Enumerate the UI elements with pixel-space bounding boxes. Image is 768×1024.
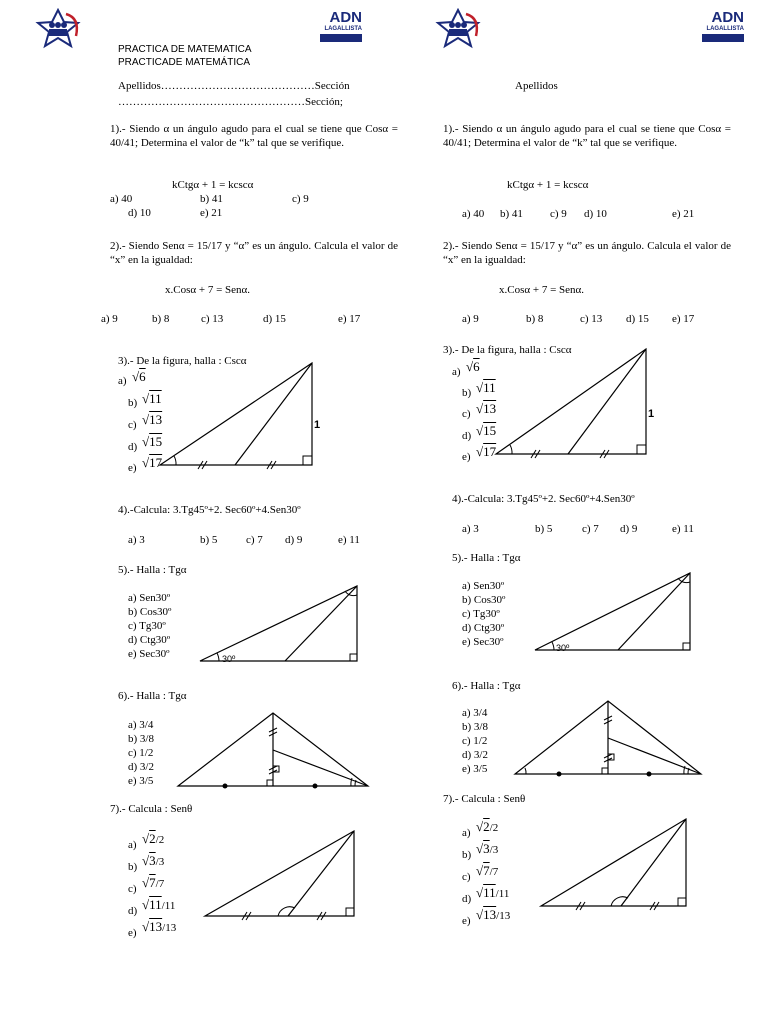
name-field-left[interactable]: Apellidos……………………………………Sección (118, 80, 350, 92)
q3-option-c-left[interactable]: c) (128, 419, 137, 431)
q2-formula-right: x.Cosα + 7 = Senα. (499, 284, 585, 296)
name-field-left-2[interactable]: ……………………………………………Sección; (118, 96, 343, 108)
q1-formula-right: kCtgα + 1 = kcscα (507, 179, 589, 191)
q7-option-d-right[interactable]: d) (462, 893, 472, 905)
q7-option-e-left[interactable]: e) (128, 927, 137, 939)
q5-text-right: 5).- Halla : Tgα (452, 552, 521, 564)
q7-option-c-left[interactable]: c) (128, 883, 137, 895)
q2-option-b-right[interactable]: b) 8 (526, 313, 544, 325)
q4-option-c-left[interactable]: c) 7 (246, 534, 263, 546)
adn-logo-text: ADN (711, 9, 744, 26)
q2-option-d-right[interactable]: d) 15 (626, 313, 649, 325)
q2-text-left: 2).- Siendo Senα = 15/17 y “α” es un ángulo. Calcula el valor de “x” en la igualdad: (110, 240, 398, 266)
q3-root-e-right: √17 (476, 444, 497, 459)
q5-text-left: 5).- Halla : Tgα (118, 564, 187, 576)
q5-angle-label-left: 30º (222, 654, 236, 664)
school-logo-right (432, 8, 484, 50)
q7-figure-left (200, 828, 360, 920)
q5-option-b-right[interactable]: b) Cos30º (462, 594, 506, 606)
q3-text-left: 3).- De la figura, halla : Cscα (118, 355, 247, 367)
q4-option-a-left[interactable]: a) 3 (128, 534, 145, 546)
school-logo-left (32, 8, 84, 50)
q6-option-b-left[interactable]: b) 3/8 (128, 733, 154, 745)
q4-option-d-right[interactable]: d) 9 (620, 523, 638, 535)
q3-root-b-right: √11 (476, 380, 496, 395)
q5-option-a-right[interactable]: a) Sen30º (462, 580, 505, 592)
q5-figure-right (530, 570, 695, 654)
q7-option-b-left[interactable]: b) (128, 861, 138, 873)
adn-logo-sub: LAGALLISTA (324, 26, 362, 32)
q7-root-a-right: √2/2 (476, 819, 499, 834)
q7-option-e-right[interactable]: e) (462, 915, 471, 927)
q7-root-c-right: √7/7 (476, 863, 499, 878)
q3-option-b-left[interactable]: b) (128, 397, 138, 409)
q1-option-b-right[interactable]: b) 41 (500, 208, 523, 220)
q3-root-d-left: √15 (142, 434, 163, 449)
adn-logo-text: ADN (329, 9, 362, 26)
q7-root-b-right: √3/3 (476, 841, 499, 856)
q3-root-d-right: √15 (476, 423, 497, 438)
q6-option-d-left[interactable]: d) 3/2 (128, 761, 154, 773)
q3-figure-left (150, 355, 320, 470)
q7-option-a-left[interactable]: a) (128, 839, 137, 851)
q6-option-e-right[interactable]: e) 3/5 (462, 763, 488, 775)
q6-option-b-right[interactable]: b) 3/8 (462, 721, 488, 733)
q3-option-b-right[interactable]: b) (462, 387, 472, 399)
q5-option-d-left[interactable]: d) Ctg30º (128, 634, 171, 646)
q7-text-left: 7).- Calcula : Senθ (110, 803, 193, 815)
q7-figure-right (536, 816, 692, 910)
q3-root-a-right: √6 (466, 359, 480, 374)
q7-option-b-right[interactable]: b) (462, 849, 472, 861)
q5-angle-label-right: 30º (556, 643, 570, 653)
q4-option-a-right[interactable]: a) 3 (462, 523, 479, 535)
q5-option-e-right[interactable]: e) Sec30º (462, 636, 504, 648)
q6-figure-left (175, 710, 371, 790)
q7-root-a-left: √2/2 (142, 831, 165, 846)
q7-root-e-right: √13/13 (476, 907, 511, 922)
q6-option-a-left[interactable]: a) 3/4 (128, 719, 154, 731)
q1-option-b-left[interactable]: b) 41 (200, 193, 223, 205)
q7-text-right: 7).- Calcula : Senθ (443, 793, 526, 805)
adn-logo-right (702, 10, 744, 48)
q3-option-a-right[interactable]: a) (452, 366, 461, 378)
q7-option-d-left[interactable]: d) (128, 905, 138, 917)
q7-root-b-left: √3/3 (142, 853, 165, 868)
q7-root-d-right: √11/11 (476, 885, 510, 900)
q7-root-d-left: √11/11 (142, 897, 176, 912)
q6-option-c-left[interactable]: c) 1/2 (128, 747, 154, 759)
q5-option-c-right[interactable]: c) Tg30º (462, 608, 500, 620)
q5-option-d-right[interactable]: d) Ctg30º (462, 622, 505, 634)
q4-option-d-left[interactable]: d) 9 (285, 534, 303, 546)
q2-option-e-right[interactable]: e) 17 (672, 313, 695, 325)
q6-text-right: 6).- Halla : Tgα (452, 680, 521, 692)
q1-option-e-right[interactable]: e) 21 (672, 208, 695, 220)
q3-root-a-left: √6 (132, 369, 146, 384)
q4-option-b-right[interactable]: b) 5 (535, 523, 553, 535)
q5-option-b-left[interactable]: b) Cos30º (128, 606, 172, 618)
q5-option-c-left[interactable]: c) Tg30º (128, 620, 166, 632)
q5-figure-left (195, 583, 365, 665)
q6-option-a-right[interactable]: a) 3/4 (462, 707, 488, 719)
q7-option-c-right[interactable]: c) (462, 871, 471, 883)
q1-option-c-left[interactable]: c) 9 (292, 193, 309, 205)
q7-root-c-left: √7/7 (142, 875, 165, 890)
q3-root-c-right: √13 (476, 401, 497, 416)
q1-text-right: 1).- Siendo α un ángulo agudo para el cual se tiene que Cosα = 40/41; Determina el valor de “k” tal que se verifique. (443, 123, 731, 149)
q2-option-e-left[interactable]: e) 17 (338, 313, 361, 325)
q4-option-c-right[interactable]: c) 7 (582, 523, 599, 535)
q2-option-a-right[interactable]: a) 9 (462, 313, 479, 325)
q4-option-e-right[interactable]: e) 11 (672, 523, 694, 535)
q1-option-a-left[interactable]: a) 40 (110, 193, 133, 205)
q1-option-a-right[interactable]: a) 40 (462, 208, 485, 220)
q2-option-a-left[interactable]: a) 9 (101, 313, 118, 325)
q2-option-c-right[interactable]: c) 13 (580, 313, 603, 325)
q2-option-d-left[interactable]: d) 15 (263, 313, 286, 325)
q3-option-a-left[interactable]: a) (118, 375, 127, 387)
q2-option-c-left[interactable]: c) 13 (201, 313, 224, 325)
q6-text-left: 6).- Halla : Tgα (118, 690, 187, 702)
q3-root-c-left: √13 (142, 412, 163, 427)
q3-option-d-right[interactable]: d) (462, 430, 472, 442)
q6-figure-right (512, 698, 704, 778)
q1-text-left: 1).- Siendo α un ángulo agudo para el cual se tiene que Cosα = 40/41; Determina el valor de “k” tal que se verifique. (110, 123, 398, 149)
q3-root-e-left: √17 (142, 455, 163, 470)
adn-logo-left (320, 10, 362, 48)
q3-option-e-left[interactable]: e) (128, 462, 137, 474)
q3-option-e-right[interactable]: e) (462, 451, 471, 463)
q2-text-right: 2).- Siendo Senα = 15/17 y “α” es un ángulo. Calcula el valor de “x” en la igualdad: (443, 240, 731, 266)
q4-text-right: 4).-Calcula: 3.Tg45º+2. Sec60º+4.Sen30º (452, 493, 635, 505)
q3-text-right: 3).- De la figura, halla : Cscα (443, 344, 572, 356)
q3-root-b-left: √11 (142, 391, 162, 406)
q4-option-b-left[interactable]: b) 5 (200, 534, 218, 546)
q5-option-e-left[interactable]: e) Sec30º (128, 648, 170, 660)
q7-option-a-right[interactable]: a) (462, 827, 471, 839)
q6-option-e-left[interactable]: e) 3/5 (128, 775, 154, 787)
q6-option-c-right[interactable]: c) 1/2 (462, 735, 488, 747)
q2-option-b-left[interactable]: b) 8 (152, 313, 170, 325)
q5-option-a-left[interactable]: a) Sen30º (128, 592, 171, 604)
header-title-2: PRACTICADE MATEMÁTICA (118, 57, 251, 68)
q1-option-d-left[interactable]: d) 10 (128, 207, 151, 219)
q3-option-c-right[interactable]: c) (462, 408, 471, 420)
q3-side-label-left: 1 (314, 419, 321, 431)
q1-formula-left: kCtgα + 1 = kcscα (172, 179, 254, 191)
q1-option-e-left[interactable]: e) 21 (200, 207, 223, 219)
q1-option-d-right[interactable]: d) 10 (584, 208, 607, 220)
q3-option-d-left[interactable]: d) (128, 441, 138, 453)
name-field-right[interactable]: Apellidos (515, 80, 558, 92)
q7-root-e-left: √13/13 (142, 919, 177, 934)
q1-option-c-right[interactable]: c) 9 (550, 208, 567, 220)
q2-formula-left: x.Cosα + 7 = Senα. (165, 284, 251, 296)
q3-side-label-right: 1 (648, 408, 655, 420)
q4-text-left: 4).-Calcula: 3.Tg45º+2. Sec60º+4.Sen30º (118, 504, 301, 516)
q3-figure-right (486, 344, 656, 459)
q6-option-d-right[interactable]: d) 3/2 (462, 749, 488, 761)
adn-logo-sub: LAGALLISTA (706, 26, 744, 32)
q4-option-e-left[interactable]: e) 11 (338, 534, 360, 546)
header-title-1: PRACTICA DE MATEMATICA (118, 44, 252, 55)
